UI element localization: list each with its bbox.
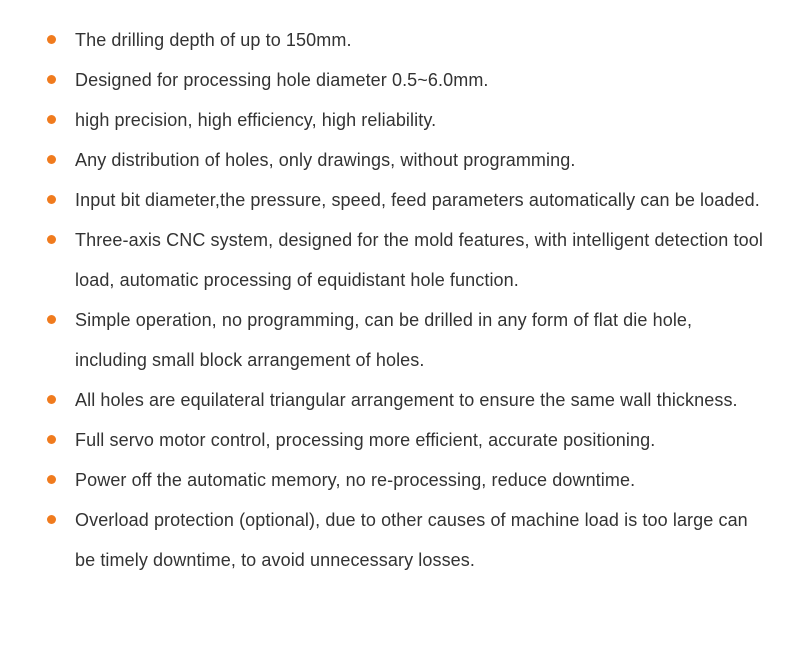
bullet-dot-icon [47,75,56,84]
list-item [0,460,800,500]
list-item [0,300,800,380]
bullet-dot-icon [47,395,56,404]
list-item [0,100,800,140]
feature-text: The drilling depth of up to 150mm. [75,30,352,50]
list-item [0,420,800,460]
feature-text: Simple operation, no programming, can be drilled in any form of flat die hole, including small block arrangement of holes. [75,310,693,370]
list-item [0,500,800,580]
feature-text: Power off the automatic memory, no re-processing, reduce downtime. [75,470,636,490]
feature-list [0,20,800,580]
feature-text: Any distribution of holes, only drawings, without programming. [75,150,576,170]
feature-text: high precision, high efficiency, high reliability. [75,110,437,130]
feature-text: Full servo motor control, processing more efficient, accurate positioning. [75,430,656,450]
bullet-dot-icon [47,195,56,204]
bullet-dot-icon [47,235,56,244]
feature-text: Input bit diameter,the pressure, speed, feed parameters automatically can be loaded. [75,190,760,210]
bullet-dot-icon [47,155,56,164]
list-item [0,380,800,420]
list-item [0,140,800,180]
list-item [0,20,800,60]
list-item [0,180,800,220]
feature-text: Designed for processing hole diameter 0.5~6.0mm. [75,70,489,90]
bullet-dot-icon [47,315,56,324]
bullet-dot-icon [47,475,56,484]
bullet-dot-icon [47,115,56,124]
list-item [0,60,800,100]
feature-text: Three-axis CNC system, designed for the mold features, with intelligent detection tool load, automatic processing of equidistant hole function. [75,230,763,290]
bullet-dot-icon [47,35,56,44]
feature-text: Overload protection (optional), due to other causes of machine load is too large can be timely downtime, to avoid unnecessary losses. [75,510,748,570]
list-item [0,220,800,300]
bullet-dot-icon [47,515,56,524]
bullet-dot-icon [47,435,56,444]
feature-text: All holes are equilateral triangular arrangement to ensure the same wall thickness. [75,390,738,410]
